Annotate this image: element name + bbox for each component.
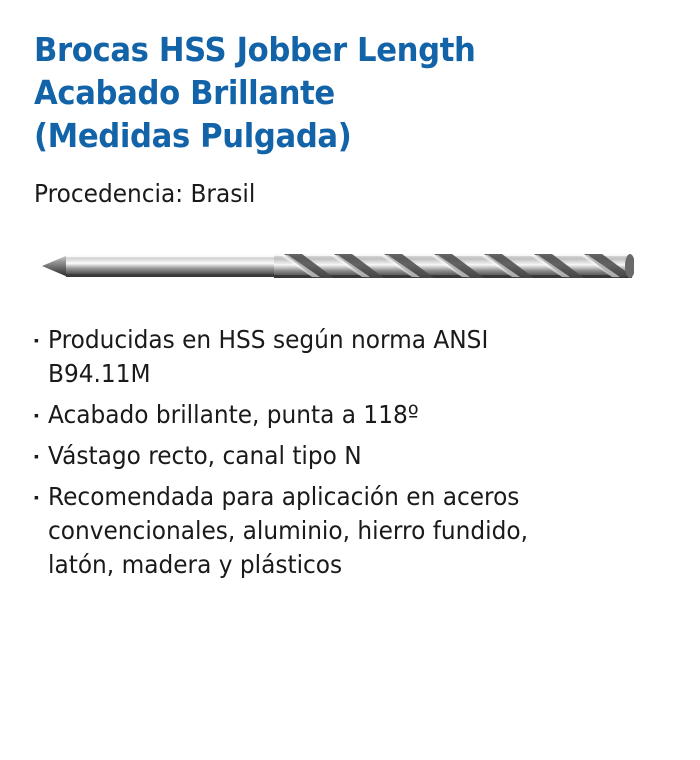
list-item-label: Recomendada para aplicación en aceros convencionales, aluminio, hierro fundido, latón, madera y plásticos [47, 482, 528, 579]
list-item-label: Acabado brillante, punta a 118º [47, 400, 419, 429]
page-title [34, 28, 666, 157]
list-item [34, 323, 666, 391]
bullet-icon: ▪ [34, 489, 39, 505]
feature-list [34, 323, 666, 582]
title-line-1: Brocas HSS Jobber Length [34, 30, 476, 69]
list-item [34, 398, 666, 432]
twist-drill-bit-icon [34, 235, 634, 297]
list-item-label: Producidas en HSS según norma ANSI B94.11M [47, 325, 489, 388]
title-line-2: Acabado Brillante [34, 73, 335, 112]
bullet-icon: ▪ [34, 448, 39, 464]
bullet-icon: ▪ [34, 332, 39, 348]
drill-bit-image [34, 235, 634, 297]
list-item [34, 480, 666, 582]
list-item-label: Vástago recto, canal tipo N [47, 441, 362, 470]
title-line-3: (Medidas Pulgada) [34, 116, 352, 155]
origin-text: Procedencia: Brasil [34, 179, 256, 208]
bullet-icon: ▪ [34, 407, 39, 423]
list-item [34, 439, 666, 473]
